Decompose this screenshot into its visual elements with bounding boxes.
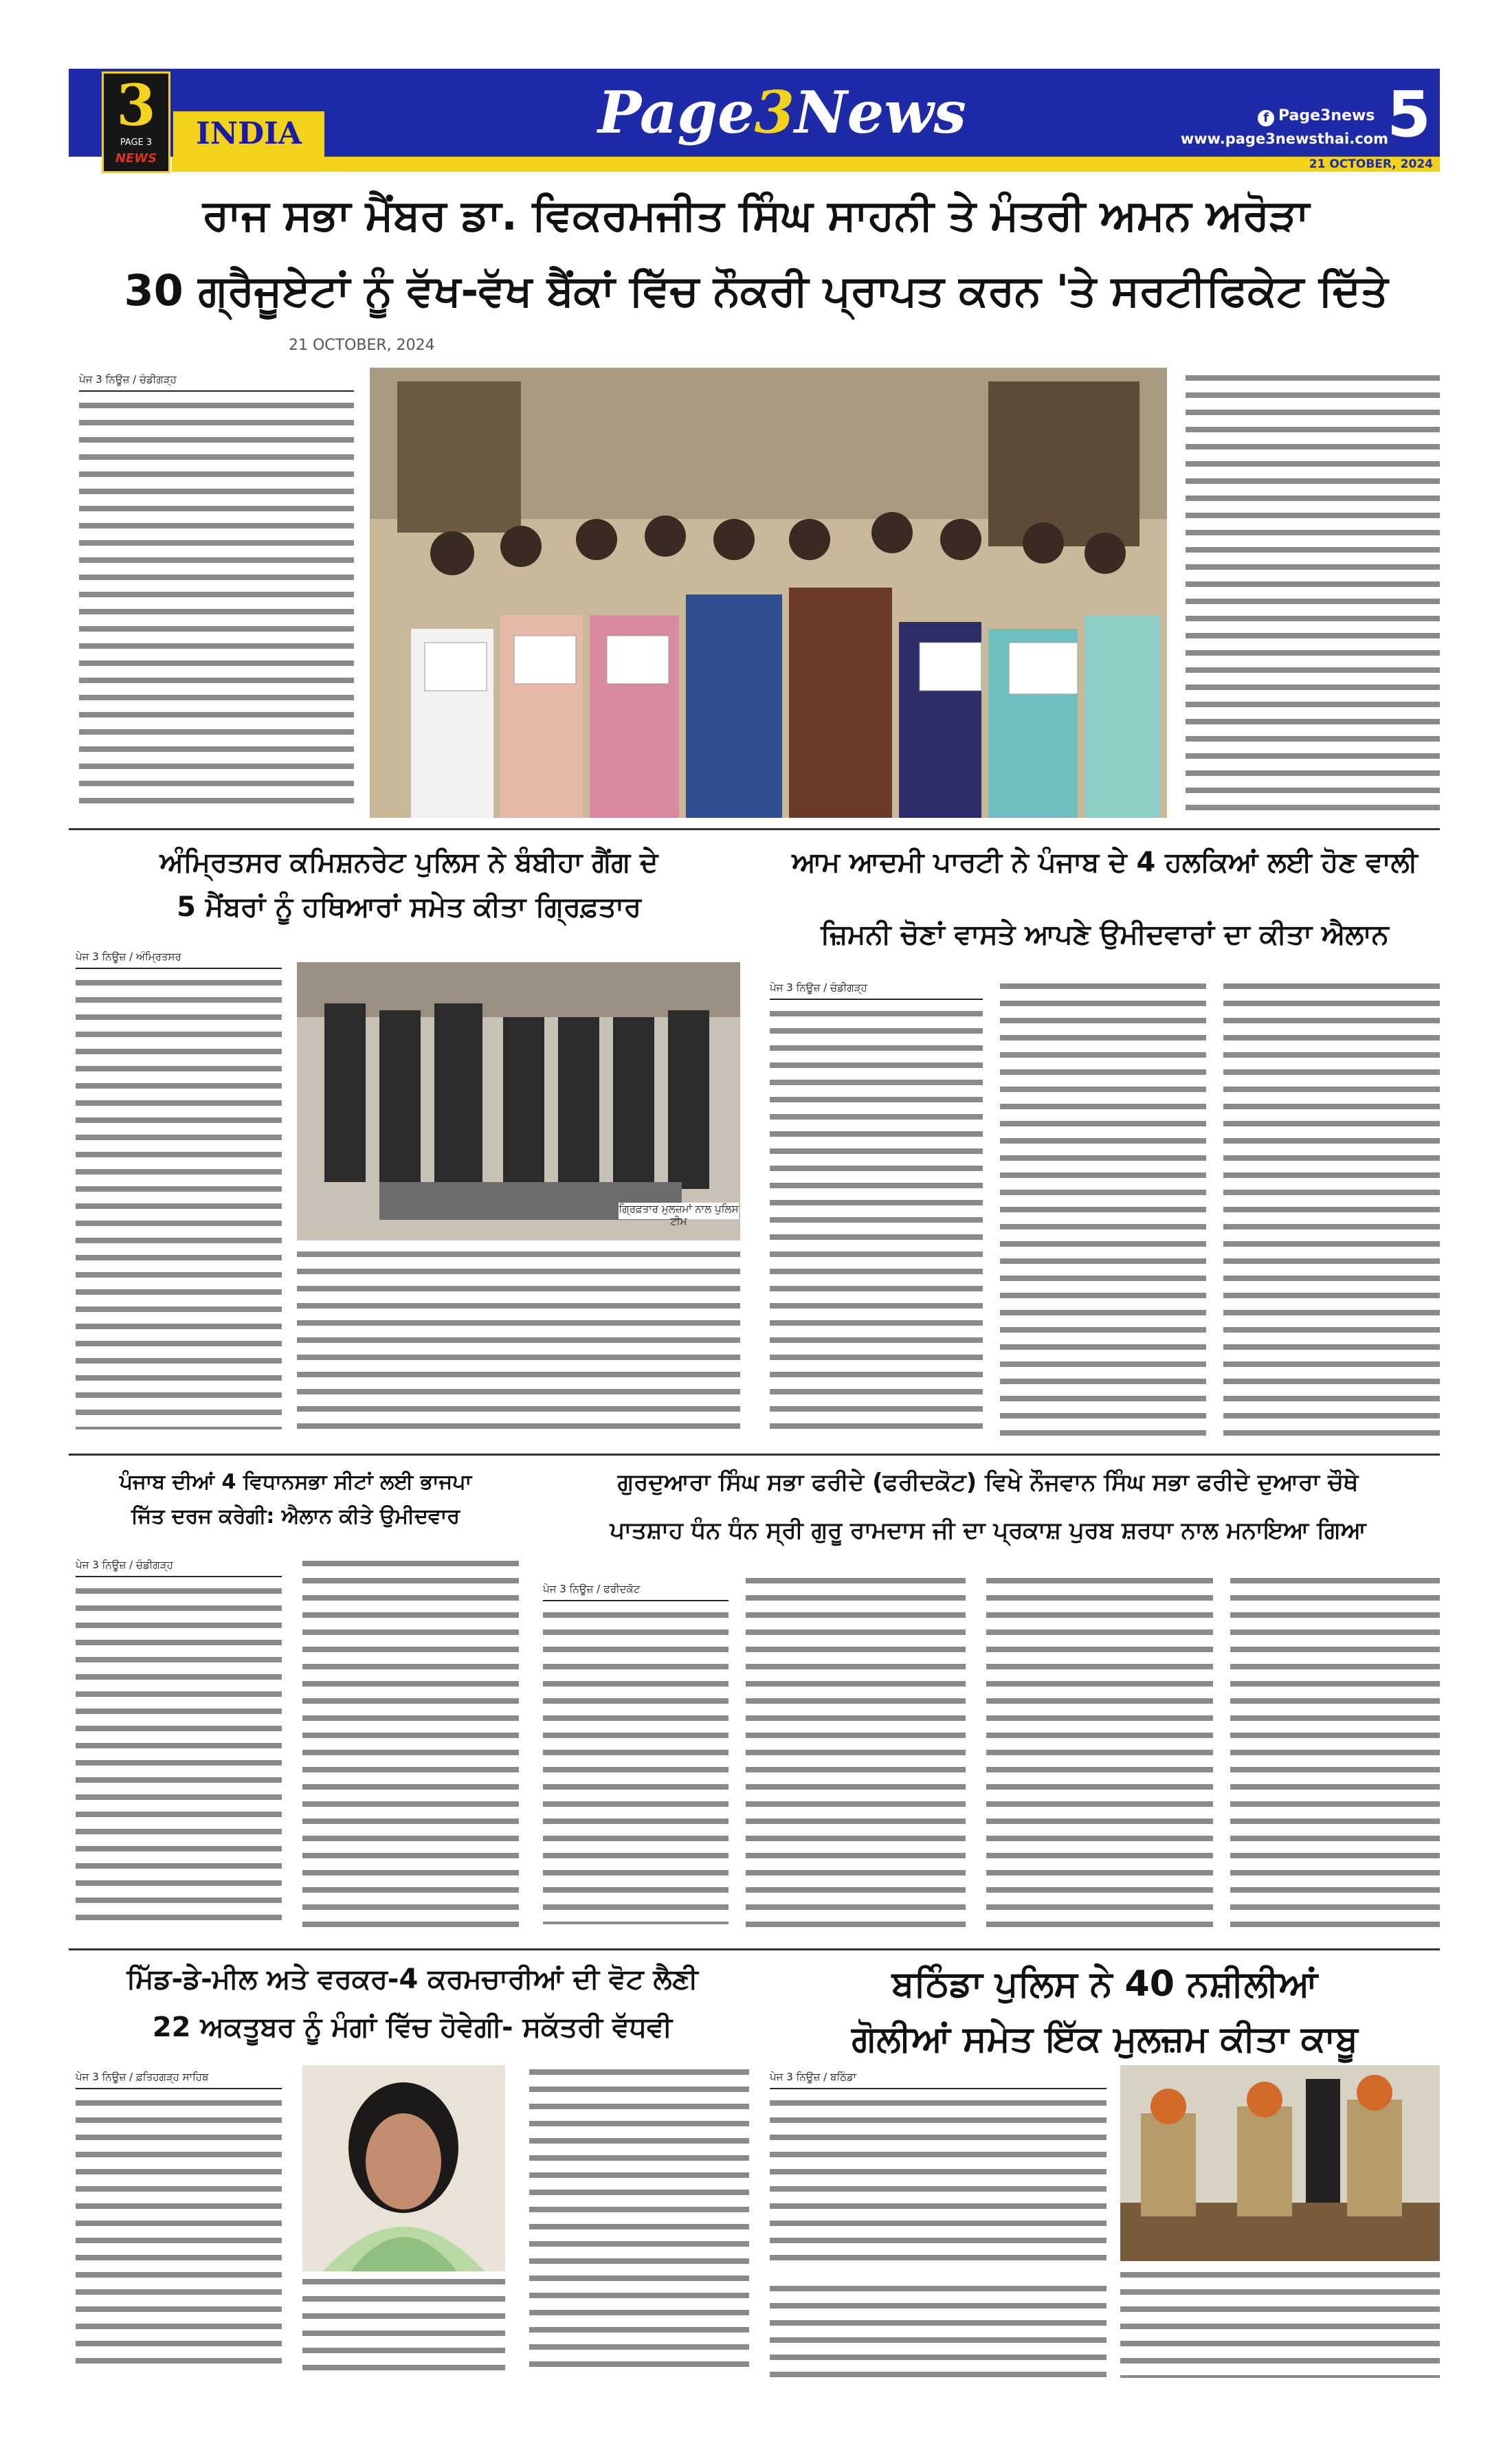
story3-byline: ਪੇਜ 3 ਨਿਊਜ਼ / ਚੰਡੀਗੜ੍ਹ [770,979,983,1000]
story7-col2-text [1120,2268,1440,2378]
story2-body-text [76,976,282,1429]
story2-left-column [76,948,282,1443]
story5-byline: ਪੇਜ 3 ਨਿਊਜ਼ / ਫਰੀਦਕੋਟ [543,1581,729,1601]
section-divider [69,828,1440,830]
story4-byline: ਪੇਜ 3 ਨਿਊਜ਼ / ਚੰਡੀਗੜ੍ਹ [76,1557,282,1577]
facebook-icon[interactable]: f [1258,110,1274,126]
story2-continued-text [297,1247,740,1440]
story2-byline: ਪੇਜ 3 ਨਿਊਜ਼ / ਅੰਮ੍ਰਿਤਸਰ [76,948,282,969]
story5-col1 [543,1581,729,1938]
section-label: INDIA [173,111,324,157]
story5-headline-line1: ਗੁਰਦੁਆਰਾ ਸਿੰਘ ਸਭਾ ਫਰੀਦੇ (ਫਰੀਦਕੋਟ) ਵਿਖੇ ਨੌਜਵਾਨ ਸਿੰਘ ਸਭਾ ਫਰੀਦੇ ਦੁਆਰਾ ਚੌਥੇ [617,1469,1359,1496]
story7-body-text [770,2096,1107,2268]
story3-col3-text [1223,979,1440,1440]
logo-small-text: PAGE 3 [120,137,153,148]
story5-col2 [746,1574,966,1938]
story6-headline-line1: ਮਿੱਡ-ਡੇ-ਮੀਲ ਅਤੇ ਵਰਕਰ-4 ਕਰਮਚਾਰੀਆਂ ਦੀ ਵੋਟ ਲੈਣੀ [126,1963,698,1995]
lead-right-column [1186,371,1440,818]
story7-headline-line1: ਬਠਿੰਡਾ ਪੁਲਿਸ ਨੇ 40 ਨਸ਼ੀਲੀਆਂ [891,1963,1318,2005]
newspaper-title [598,71,966,154]
story7-col1-bottom-text [770,2282,1107,2378]
story6-headline-line2: 22 ਅਕਤੂਬਰ ਨੂੰ ਮੰਗਾਂ ਵਿੱਚ ਹੋਵੇਗੀ- ਸਕੱਤਰੀ ਵੱਧਵੀ [152,2012,673,2043]
story3-body-text [770,1007,983,1433]
story6-portrait-image [302,2065,505,2271]
story3-headline-line1: ਆਮ ਆਦਮੀ ਪਾਰਟੀ ਨੇ ਪੰਜਾਬ ਦੇ 4 ਹਲਕਿਆਂ ਲਈ ਹੋਣ ਵਾਲੀ [792,847,1418,878]
story7-headline-line2: ਗੋਲੀਆਂ ਸਮੇਤ ਇੱਕ ਮੁਲਜ਼ਮ ਕੀਤਾ ਕਾਬੂ [852,2018,1358,2060]
lead-left-column [79,371,354,825]
lead-headline-line1: ਰਾਜ ਸਭਾ ਮੈਂਬਰ ਡਾ. ਵਿਕਰਮਜੀਤ ਸਿੰਘ ਸਾਹਨੀ ਤੇ ਮੰਤਰੀ ਅਮਨ ਅਰੋੜਾ [202,190,1310,240]
story7-photo[interactable] [1120,2065,1440,2261]
brand-three: 3 [754,78,794,146]
logo-news-text: NEWS [115,151,157,166]
story2-headline-line2: 5 ਮੈਂਬਰਾਂ ਨੂੰ ਹਥਿਆਰਾਂ ਸਮੇਤ ਕੀਤਾ ਗ੍ਰਿਫ਼ਤਾਰ [177,891,641,923]
story3-headline-line2: ਜ਼ਿਮਨੀ ਚੋਣਾਂ ਵਾਸਤੇ ਆਪਣੇ ਉਮੀਦਵਾਰਾਂ ਦਾ ਕੀਤਾ ਐਲਾਨ [821,919,1389,950]
story6-col1 [76,2069,282,2385]
section-divider-3 [69,1948,1440,1950]
story7-byline: ਪੇਜ 3 ਨਿਊਜ਼ / ਬਠਿੰਡਾ [770,2069,1107,2089]
story6-col3 [529,2065,749,2385]
story7-col1 [770,2069,1107,2275]
story5-col3 [986,1574,1213,1938]
story6-byline: ਪੇਜ 3 ਨਿਊਜ਼ / ਫ਼ਤਿਹਗੜ੍ਹ ਸਾਹਿਬ [76,2069,282,2089]
brand-prefix: Page [598,78,755,146]
issue-date: 21 OCTOBER, 2024 [1309,157,1433,171]
story5-headline-line2: ਪਾਤਸ਼ਾਹ ਧੰਨ ਧੰਨ ਸ੍ਰੀ ਗੁਰੂ ਰਾਮਦਾਸ ਜੀ ਦਾ ਪ੍ਰਕਾਸ਼ ਪੁਰਬ ਸ਼ਰਧਾ ਨਾਲ ਮਨਾਇਆ ਗਿਆ [610,1517,1366,1544]
lead-photo[interactable] [370,368,1167,818]
story2-photo-image [297,962,740,1240]
lead-continued-text [1186,371,1440,811]
page-number: 5 [1386,78,1431,151]
story3-col1 [770,979,983,1447]
story7-photo-image [1120,2065,1440,2261]
story7-col1-bottom [770,2282,1107,2385]
story3-col2 [1000,979,1206,1447]
section-divider-2 [69,1454,1440,1456]
story2-photo[interactable] [297,962,740,1240]
story4-headline-line2: ਜਿੱਤ ਦਰਜ ਕਰੇਗੀ: ਐਲਾਨ ਕੀਤੇ ਉਮੀਦਵਾਰ [131,1504,460,1528]
story3-col2-text [1000,979,1206,1440]
facebook-handle[interactable]: Page3news [1278,107,1375,124]
story2-bottom-text [297,1247,740,1447]
brand-suffix: News [794,78,966,146]
story5-col3-text [986,1574,1213,1931]
story6-col2-text [302,2275,505,2378]
story5-body-text [543,1608,729,1924]
lead-headline-line2: 30 ਗ੍ਰੈਜੂਏਟਾਂ ਨੂੰ ਵੱਖ-ਵੱਖ ਬੈਂਕਾਂ ਵਿੱਚ ਨੌਕਰੀ ਪ੍ਰਾਪਤ ਕਰਨ 'ਤੇ ਸਰਟੀਫਿਕੇਟ ਦਿੱਤੇ [124,265,1388,315]
story3-col3 [1223,979,1440,1447]
story5-col4-text [1230,1574,1440,1931]
story2-caption: ਗ੍ਰਿਫ਼ਤਾਰ ਮੁਲਜ਼ਮਾਂ ਨਾਲ ਪੁਲਿਸ ਟੀਮ [619,1203,739,1227]
story4-col1 [76,1557,282,1941]
story6-portrait[interactable] [302,2065,505,2271]
story4-col2-text [302,1557,519,1935]
story4-col2 [302,1557,519,1941]
logo-number: 3 [116,73,156,139]
story5-col4 [1230,1574,1440,1938]
story4-headline-line1: ਪੰਜਾਬ ਦੀਆਂ 4 ਵਿਧਾਨਸਭਾ ਸੀਟਾਂ ਲਈ ਭਾਜਪਾ [119,1470,472,1494]
lead-body-text [79,399,354,811]
story6-col3-text [529,2065,749,2378]
story7-col2 [1120,2268,1440,2385]
story5-col2-text [746,1574,966,1931]
story6-col2 [302,2275,505,2385]
lead-overlay-date: 21 OCTOBER, 2024 [289,337,435,354]
lead-photo-image [370,368,1167,818]
website-link[interactable]: www.page3newsthai.com [1180,131,1388,147]
lead-byline: ਪੇਜ 3 ਨਿਊਜ਼ / ਚੰਡੀਗੜ੍ਹ [79,371,354,392]
story2-headline-line1: ਅੰਮ੍ਰਿਤਸਰ ਕਮਿਸ਼ਨਰੇਟ ਪੁਲਿਸ ਨੇ ਬੰਬੀਹਾ ਗੈਂਗ ਦੇ [159,847,658,878]
story4-body-text [76,1584,282,1928]
story6-body-text [76,2096,282,2371]
